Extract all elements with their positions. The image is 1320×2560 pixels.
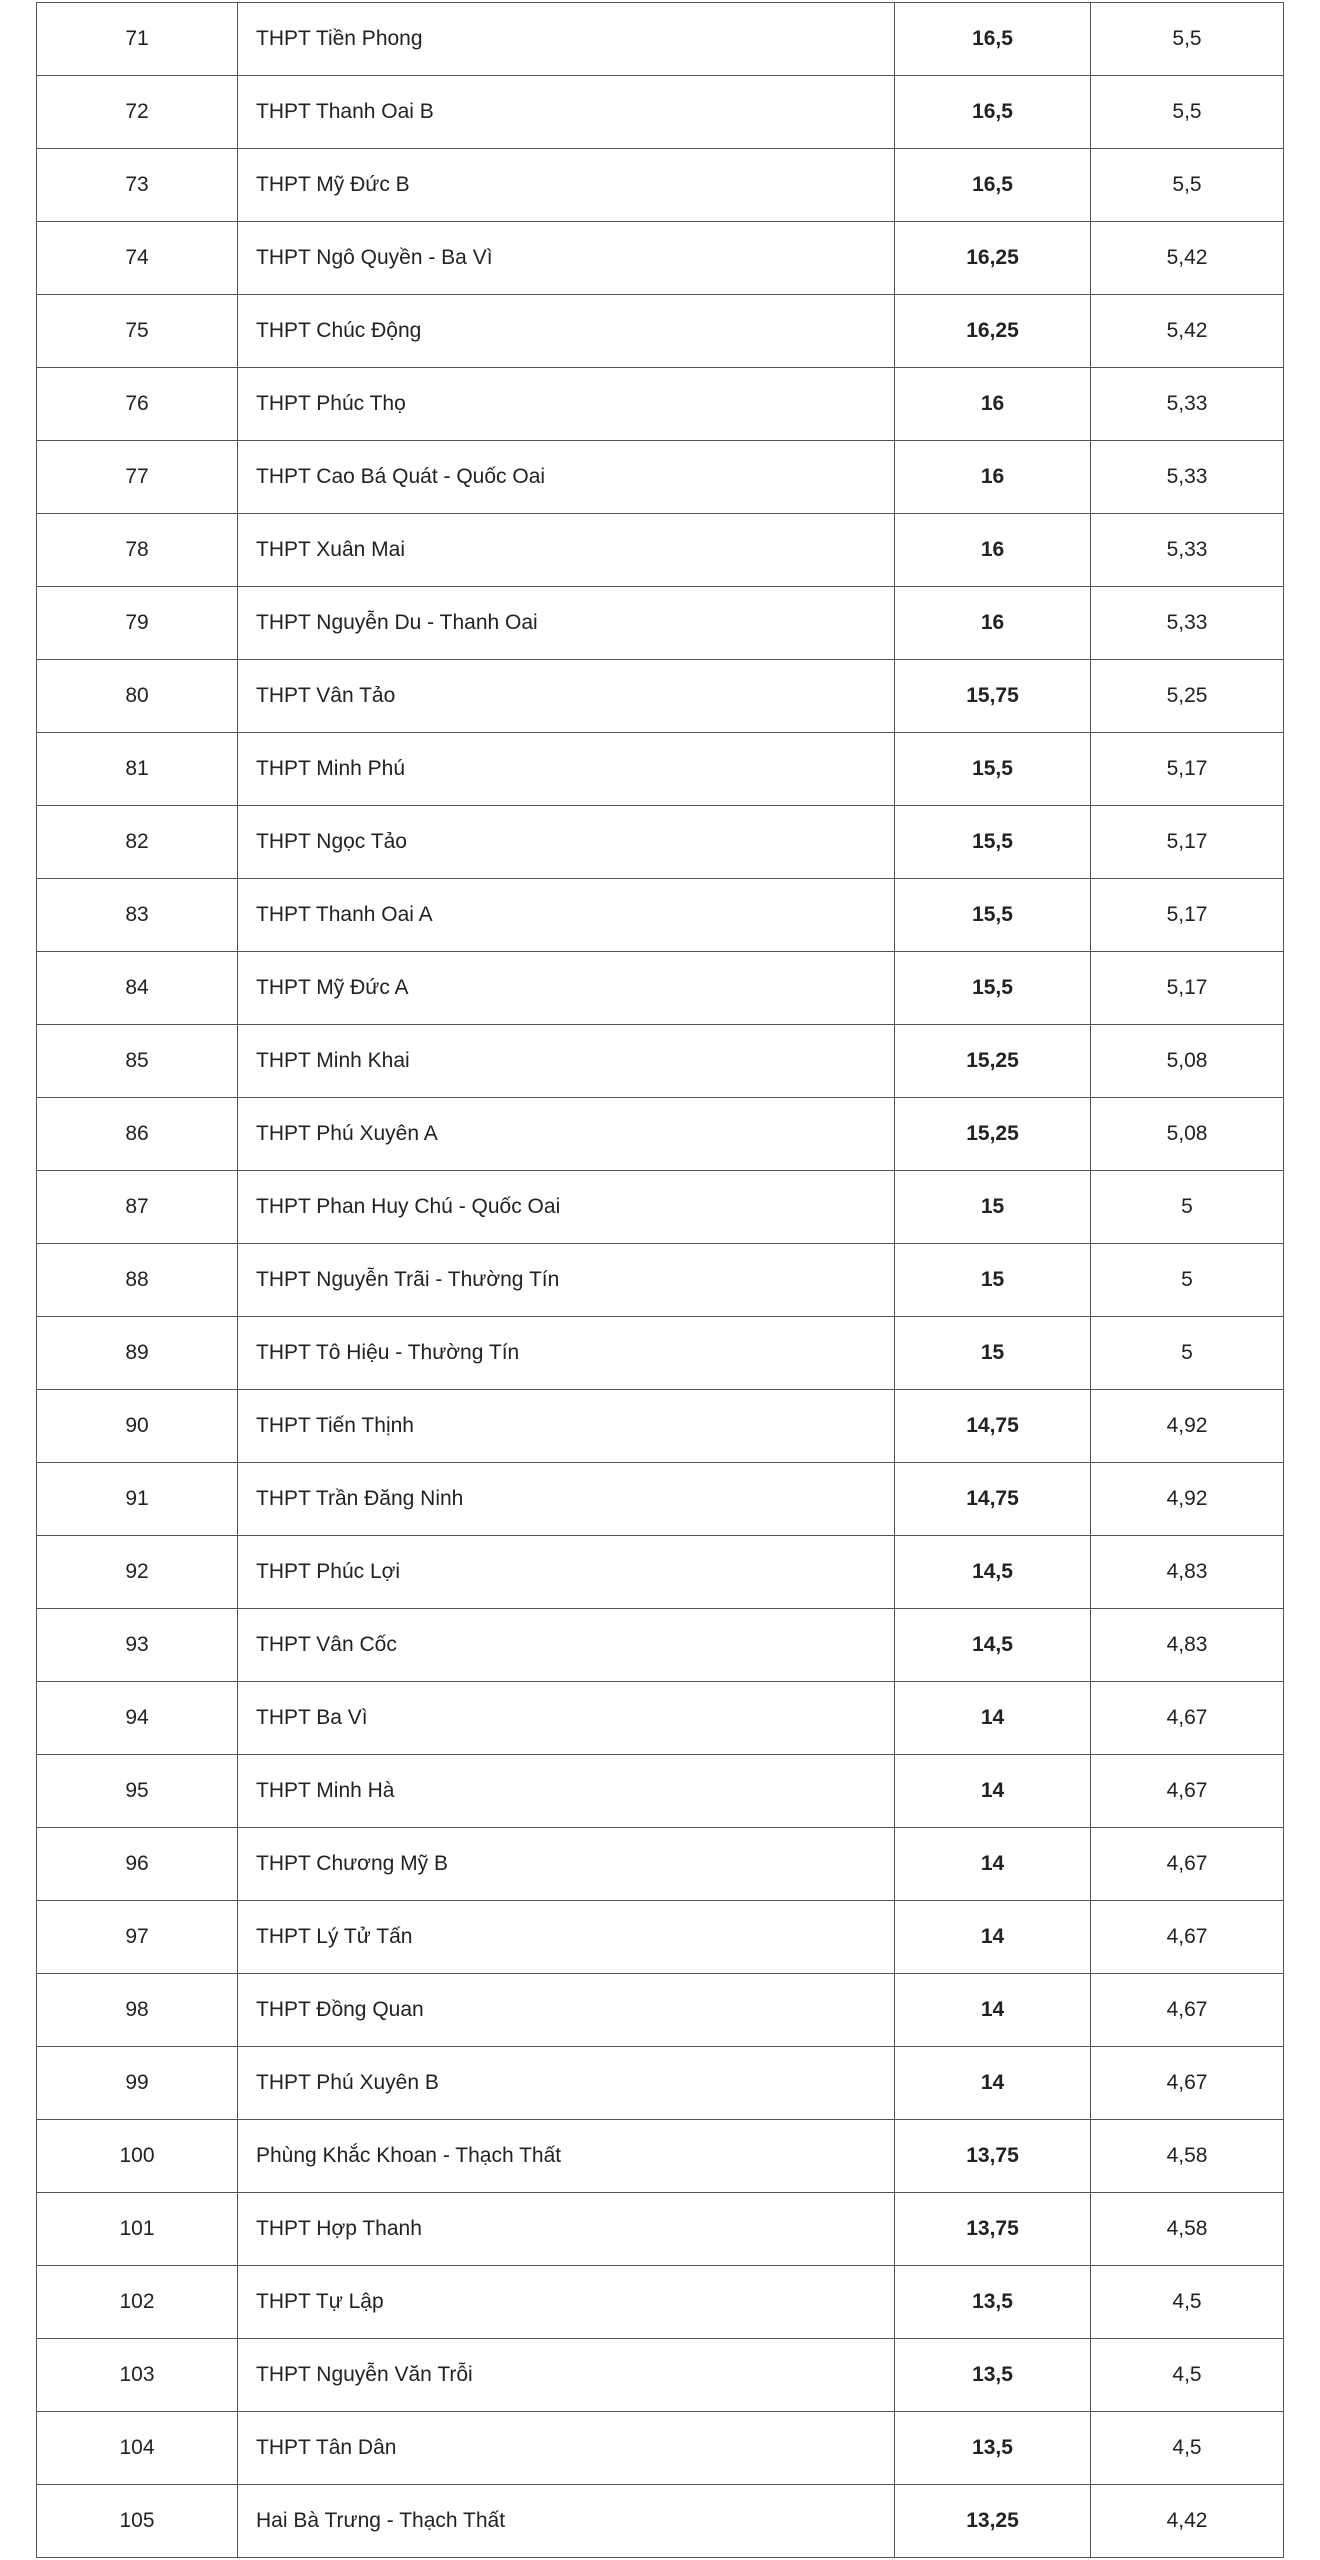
table-row [37, 2193, 1284, 2266]
cutoff-score-cell: 14 [895, 1974, 1091, 2047]
average-score-cell: 5,33 [1091, 514, 1284, 587]
school-name-cell: THPT Trần Đăng Ninh [238, 1463, 895, 1536]
row-number-cell: 78 [37, 514, 238, 587]
school-name-cell: THPT Ngô Quyền - Ba Vì [238, 222, 895, 295]
table-row [37, 1463, 1284, 1536]
cutoff-score-cell: 14,75 [895, 1463, 1091, 1536]
row-number-cell: 105 [37, 2485, 238, 2558]
cutoff-score-cell: 16 [895, 368, 1091, 441]
table-row [37, 2047, 1284, 2120]
row-number-cell: 75 [37, 295, 238, 368]
table-row [37, 1317, 1284, 1390]
table-row [37, 2485, 1284, 2558]
row-number-cell: 92 [37, 1536, 238, 1609]
row-number-cell: 103 [37, 2339, 238, 2412]
school-name-cell: THPT Thanh Oai A [238, 879, 895, 952]
cutoff-score-cell: 16,5 [895, 3, 1091, 76]
school-name-cell: Hai Bà Trưng - Thạch Thất [238, 2485, 895, 2558]
cutoff-score-cell: 15,25 [895, 1098, 1091, 1171]
cutoff-score-cell: 14,75 [895, 1390, 1091, 1463]
cutoff-score-cell: 14 [895, 2047, 1091, 2120]
cutoff-score-cell: 14 [895, 1901, 1091, 1974]
school-name-cell: THPT Phúc Lợi [238, 1536, 895, 1609]
school-name-cell: THPT Tiền Phong [238, 3, 895, 76]
average-score-cell: 4,92 [1091, 1463, 1284, 1536]
row-number-cell: 91 [37, 1463, 238, 1536]
table-row [37, 660, 1284, 733]
cutoff-score-cell: 16,25 [895, 295, 1091, 368]
average-score-cell: 4,92 [1091, 1390, 1284, 1463]
row-number-cell: 98 [37, 1974, 238, 2047]
table-row [37, 1828, 1284, 1901]
table-row [37, 1390, 1284, 1463]
table-row [37, 1025, 1284, 1098]
table-row [37, 952, 1284, 1025]
row-number-cell: 72 [37, 76, 238, 149]
average-score-cell: 5,08 [1091, 1098, 1284, 1171]
row-number-cell: 88 [37, 1244, 238, 1317]
average-score-cell: 5,17 [1091, 733, 1284, 806]
table-row [37, 879, 1284, 952]
average-score-cell: 5,17 [1091, 806, 1284, 879]
average-score-cell: 4,83 [1091, 1536, 1284, 1609]
cutoff-score-cell: 13,75 [895, 2193, 1091, 2266]
average-score-cell: 4,5 [1091, 2339, 1284, 2412]
cutoff-score-cell: 13,5 [895, 2339, 1091, 2412]
table-row [37, 2120, 1284, 2193]
cutoff-score-cell: 13,75 [895, 2120, 1091, 2193]
score-table-container [36, 2, 1283, 2558]
school-name-cell: THPT Đồng Quan [238, 1974, 895, 2047]
cutoff-score-cell: 15,5 [895, 879, 1091, 952]
row-number-cell: 71 [37, 3, 238, 76]
table-row [37, 1755, 1284, 1828]
average-score-cell: 4,67 [1091, 2047, 1284, 2120]
row-number-cell: 76 [37, 368, 238, 441]
school-name-cell: THPT Tự Lập [238, 2266, 895, 2339]
average-score-cell: 4,5 [1091, 2412, 1284, 2485]
school-name-cell: THPT Vân Tảo [238, 660, 895, 733]
table-row [37, 76, 1284, 149]
row-number-cell: 95 [37, 1755, 238, 1828]
average-score-cell: 5,42 [1091, 222, 1284, 295]
cutoff-score-cell: 14 [895, 1828, 1091, 1901]
average-score-cell: 4,58 [1091, 2120, 1284, 2193]
cutoff-score-cell: 14,5 [895, 1536, 1091, 1609]
table-row [37, 1974, 1284, 2047]
average-score-cell: 5 [1091, 1317, 1284, 1390]
row-number-cell: 83 [37, 879, 238, 952]
cutoff-score-cell: 15,5 [895, 952, 1091, 1025]
cutoff-score-cell: 16 [895, 441, 1091, 514]
table-row [37, 1901, 1284, 1974]
table-row [37, 1098, 1284, 1171]
average-score-cell: 5,33 [1091, 368, 1284, 441]
average-score-cell: 4,5 [1091, 2266, 1284, 2339]
row-number-cell: 99 [37, 2047, 238, 2120]
average-score-cell: 5,17 [1091, 952, 1284, 1025]
row-number-cell: 86 [37, 1098, 238, 1171]
table-row [37, 441, 1284, 514]
cutoff-score-cell: 15 [895, 1317, 1091, 1390]
cutoff-score-cell: 13,5 [895, 2266, 1091, 2339]
row-number-cell: 90 [37, 1390, 238, 1463]
cutoff-score-cell: 16,5 [895, 149, 1091, 222]
row-number-cell: 97 [37, 1901, 238, 1974]
school-name-cell: THPT Tô Hiệu - Thường Tín [238, 1317, 895, 1390]
average-score-cell: 5,5 [1091, 3, 1284, 76]
cutoff-score-cell: 15 [895, 1171, 1091, 1244]
table-row [37, 2266, 1284, 2339]
score-table [36, 2, 1284, 2558]
table-row [37, 1536, 1284, 1609]
table-row [37, 2412, 1284, 2485]
school-name-cell: THPT Phan Huy Chú - Quốc Oai [238, 1171, 895, 1244]
school-name-cell: THPT Mỹ Đức A [238, 952, 895, 1025]
cutoff-score-cell: 15,75 [895, 660, 1091, 733]
table-row [37, 3, 1284, 76]
row-number-cell: 74 [37, 222, 238, 295]
average-score-cell: 4,83 [1091, 1609, 1284, 1682]
cutoff-score-cell: 15,25 [895, 1025, 1091, 1098]
table-row [37, 149, 1284, 222]
school-name-cell: THPT Phú Xuyên A [238, 1098, 895, 1171]
row-number-cell: 96 [37, 1828, 238, 1901]
cutoff-score-cell: 14 [895, 1682, 1091, 1755]
average-score-cell: 4,58 [1091, 2193, 1284, 2266]
school-name-cell: THPT Phúc Thọ [238, 368, 895, 441]
school-name-cell: THPT Nguyễn Du - Thanh Oai [238, 587, 895, 660]
school-name-cell: THPT Hợp Thanh [238, 2193, 895, 2266]
table-row [37, 733, 1284, 806]
row-number-cell: 104 [37, 2412, 238, 2485]
row-number-cell: 81 [37, 733, 238, 806]
table-row [37, 806, 1284, 879]
average-score-cell: 5 [1091, 1171, 1284, 1244]
table-row [37, 295, 1284, 368]
average-score-cell: 5,42 [1091, 295, 1284, 368]
school-name-cell: THPT Chương Mỹ B [238, 1828, 895, 1901]
school-name-cell: THPT Xuân Mai [238, 514, 895, 587]
cutoff-score-cell: 15,5 [895, 733, 1091, 806]
cutoff-score-cell: 15,5 [895, 806, 1091, 879]
school-name-cell: THPT Minh Hà [238, 1755, 895, 1828]
table-row [37, 587, 1284, 660]
school-name-cell: THPT Phú Xuyên B [238, 2047, 895, 2120]
average-score-cell: 4,67 [1091, 1901, 1284, 1974]
row-number-cell: 85 [37, 1025, 238, 1098]
score-table-body [37, 3, 1284, 2558]
school-name-cell: THPT Nguyễn Văn Trỗi [238, 2339, 895, 2412]
row-number-cell: 87 [37, 1171, 238, 1244]
school-name-cell: THPT Ba Vì [238, 1682, 895, 1755]
cutoff-score-cell: 16 [895, 514, 1091, 587]
average-score-cell: 5,08 [1091, 1025, 1284, 1098]
average-score-cell: 5,33 [1091, 587, 1284, 660]
school-name-cell: THPT Nguyễn Trãi - Thường Tín [238, 1244, 895, 1317]
table-row [37, 368, 1284, 441]
cutoff-score-cell: 16 [895, 587, 1091, 660]
row-number-cell: 73 [37, 149, 238, 222]
row-number-cell: 94 [37, 1682, 238, 1755]
cutoff-score-cell: 15 [895, 1244, 1091, 1317]
average-score-cell: 5,5 [1091, 149, 1284, 222]
row-number-cell: 84 [37, 952, 238, 1025]
row-number-cell: 77 [37, 441, 238, 514]
row-number-cell: 100 [37, 2120, 238, 2193]
table-row [37, 514, 1284, 587]
average-score-cell: 4,67 [1091, 1682, 1284, 1755]
school-name-cell: THPT Tân Dân [238, 2412, 895, 2485]
school-name-cell: THPT Lý Tử Tấn [238, 1901, 895, 1974]
row-number-cell: 89 [37, 1317, 238, 1390]
average-score-cell: 5,17 [1091, 879, 1284, 952]
table-row [37, 1171, 1284, 1244]
school-name-cell: Phùng Khắc Khoan - Thạch Thất [238, 2120, 895, 2193]
cutoff-score-cell: 13,5 [895, 2412, 1091, 2485]
school-name-cell: THPT Minh Khai [238, 1025, 895, 1098]
average-score-cell: 5,5 [1091, 76, 1284, 149]
table-row [37, 2339, 1284, 2412]
table-row [37, 222, 1284, 295]
row-number-cell: 102 [37, 2266, 238, 2339]
school-name-cell: THPT Minh Phú [238, 733, 895, 806]
row-number-cell: 79 [37, 587, 238, 660]
school-name-cell: THPT Thanh Oai B [238, 76, 895, 149]
table-row [37, 1609, 1284, 1682]
school-name-cell: THPT Vân Cốc [238, 1609, 895, 1682]
average-score-cell: 5,33 [1091, 441, 1284, 514]
cutoff-score-cell: 13,25 [895, 2485, 1091, 2558]
school-name-cell: THPT Mỹ Đức B [238, 149, 895, 222]
row-number-cell: 80 [37, 660, 238, 733]
table-row [37, 1244, 1284, 1317]
cutoff-score-cell: 16,25 [895, 222, 1091, 295]
school-name-cell: THPT Chúc Động [238, 295, 895, 368]
school-name-cell: THPT Cao Bá Quát - Quốc Oai [238, 441, 895, 514]
average-score-cell: 5,25 [1091, 660, 1284, 733]
average-score-cell: 4,67 [1091, 1974, 1284, 2047]
row-number-cell: 101 [37, 2193, 238, 2266]
average-score-cell: 4,42 [1091, 2485, 1284, 2558]
average-score-cell: 4,67 [1091, 1828, 1284, 1901]
average-score-cell: 4,67 [1091, 1755, 1284, 1828]
row-number-cell: 82 [37, 806, 238, 879]
cutoff-score-cell: 16,5 [895, 76, 1091, 149]
average-score-cell: 5 [1091, 1244, 1284, 1317]
cutoff-score-cell: 14,5 [895, 1609, 1091, 1682]
row-number-cell: 93 [37, 1609, 238, 1682]
table-row [37, 1682, 1284, 1755]
school-name-cell: THPT Ngọc Tảo [238, 806, 895, 879]
cutoff-score-cell: 14 [895, 1755, 1091, 1828]
school-name-cell: THPT Tiến Thịnh [238, 1390, 895, 1463]
